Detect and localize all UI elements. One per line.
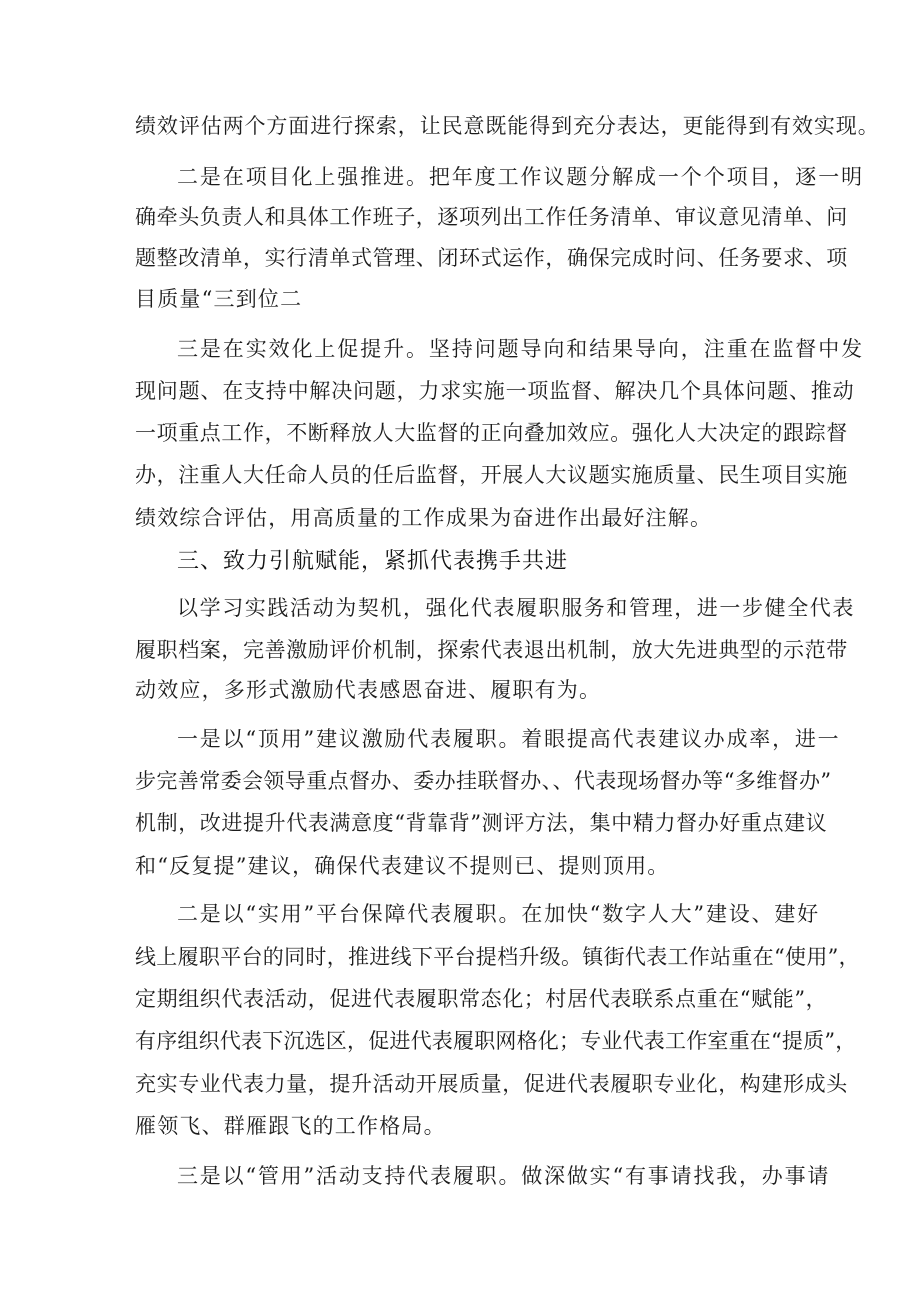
body-line: 充实专业代表力量，提升活动开展质量，促进代表履职专业化，构建形成头 [135, 1072, 848, 1096]
body-line: 动效应，多形式激励代表感恩奋进、履职有为。 [135, 678, 602, 702]
body-line: 一是以“顶用”建议激励代表履职。着眼提高代表建议办成率，进一 [177, 727, 841, 751]
body-line: 一项重点工作，不断释放人大监督的正向叠加效应。强化人大决定的跟踪督 [135, 421, 848, 445]
body-line: 和“反复提”建议，确保代表建议不提则已、提则顶用。 [135, 854, 670, 878]
body-line: 以学习实践活动为契机，强化代表履职服务和管理，进一步健全代表 [177, 596, 855, 620]
section-heading: 三、致力引航赋能，紧抓代表携手共进 [177, 549, 569, 574]
body-line: 雁领飞、群雁跟飞的工作格局。 [135, 1114, 446, 1138]
body-line: 机制，改进提升代表满意度“背靠背”测评方法，集中精力督办好重点建议 [135, 811, 828, 835]
body-line: 三是以“管用”活动支持代表履职。做深做实“有事请找我，办事请 [177, 1164, 831, 1188]
body-line: 二是以“实用”平台保障代表履职。在加快“数字人大”建设、建好 [177, 902, 820, 926]
body-line: 履职档案，完善激励评价机制，探索代表退出机制，放大先进典型的示范带 [135, 638, 848, 662]
body-line: 办，注重人大任命人员的任后监督，开展人大议题实施质量、民生项目实施 [135, 463, 848, 487]
body-line: 定期组织代表活动，促进代表履职常态化；村居代表联系点重在“赋能”， [135, 987, 828, 1011]
body-line: 三是在实效化上促提升。坚持问题导向和结果导向，注重在监督中发 [177, 337, 864, 361]
body-line: 有序组织代表下沉选区，促进代表履职网格化；专业代表工作室重在“提质”， [135, 1029, 857, 1053]
body-line: 目质量“三到位二 [135, 287, 303, 311]
body-line: 绩效评估两个方面进行探索，让民意既能得到充分表达，更能得到有效实现。 [135, 114, 880, 138]
body-line: 绩效综合评估，用高质量的工作成果为奋进作出最好注解。 [135, 506, 713, 530]
body-line: 题整改清单，实行清单式管理、闭环式运作，确保完成时问、任务要求、项 [135, 246, 848, 270]
body-line: 线上履职平台的同时，推进线下平台提档升级。镇街代表工作站重在“使用”， [135, 945, 860, 969]
body-line: 二是在项目化上强推进。把年度工作议题分解成一个个项目，逐一明 [177, 165, 864, 189]
body-line: 确牵头负责人和具体工作班子，逐项列出工作任务清单、审议意见清单、问 [135, 205, 848, 229]
body-line: 步完善常委会领导重点督办、委办挂联督办、、代表现场督办等“多维督办” [135, 769, 832, 793]
body-line: 现问题、在支持中解决问题，力求实施一项监督、解决几个具体问题、推动 [135, 379, 855, 403]
